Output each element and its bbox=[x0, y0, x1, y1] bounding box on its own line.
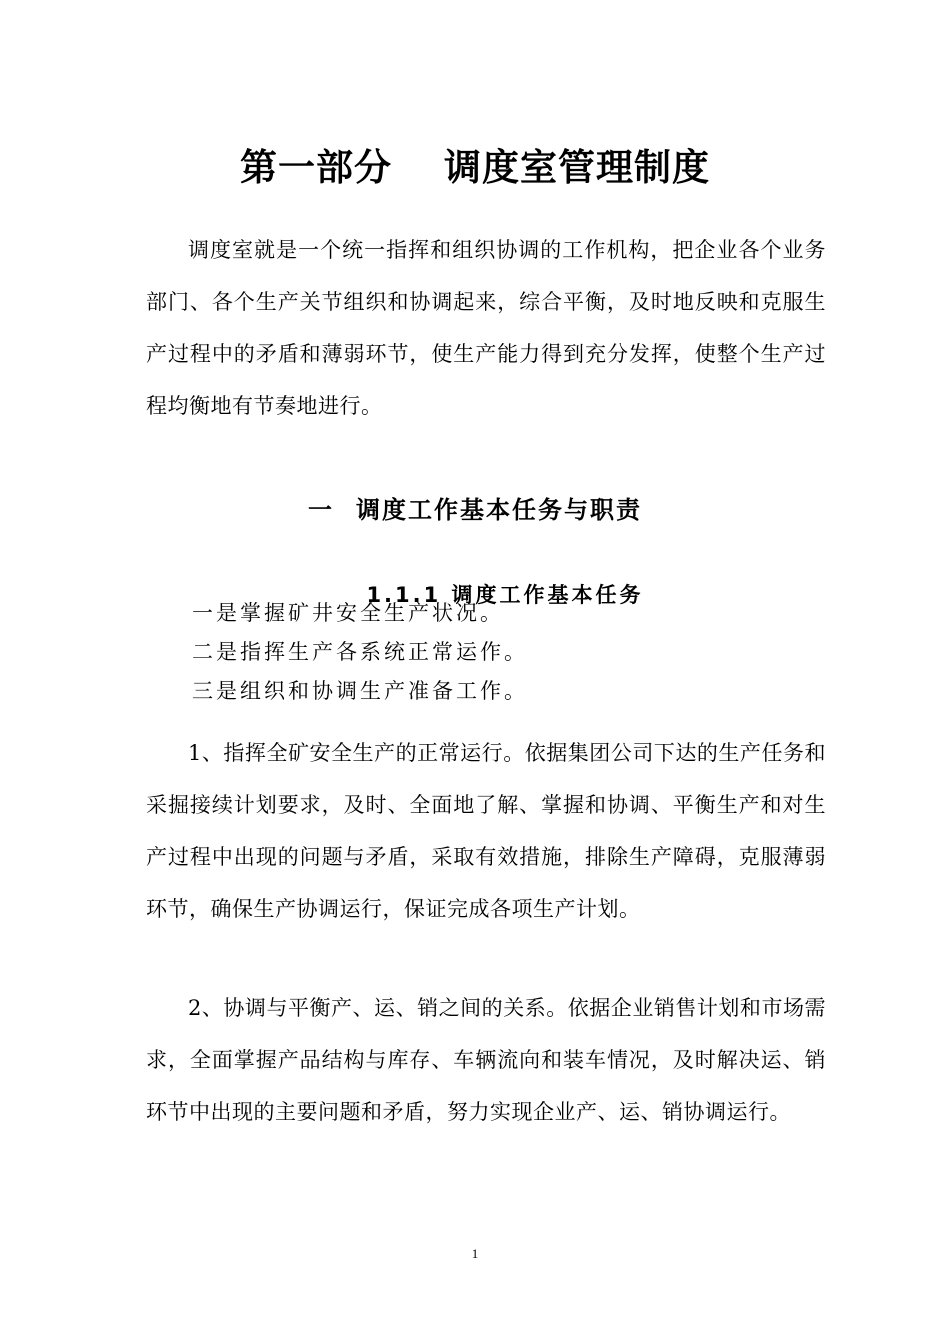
task-item: 三是组织和协调生产准备工作。 bbox=[192, 679, 528, 703]
page-number: 1 bbox=[471, 1246, 479, 1261]
section-heading bbox=[0, 490, 950, 530]
task-item: 二是指挥生产各系统正常运作。 bbox=[192, 640, 528, 664]
page-title-part: 第一部分 bbox=[240, 145, 392, 189]
page-title bbox=[0, 143, 950, 193]
intro-paragraph: 调度室就是一个统一指挥和组织协调的工作机构，把企业各个业务部门、各个生产关节组织和协调起来，综合平衡，及时地反映和克服生产过程中的矛盾和薄弱环节，使生产能力得到充分发挥，使整个生产过程均衡地有节奏地进行。 bbox=[146, 238, 826, 418]
section-title: 调度工作基本任务与职责 bbox=[356, 495, 642, 524]
subsection-title: 调度工作基本任务 bbox=[451, 583, 644, 607]
task-list bbox=[192, 594, 528, 711]
subsection-number: 1.1.1 bbox=[366, 583, 442, 607]
body-paragraph: 2、协调与平衡产、运、销之间的关系。依据企业销售计划和市场需求，全面掌握产品结构与库存、车辆流向和装车情况，及时解决运、销环节中出现的主要问题和矛盾，努力实现企业产、运、销协调运行。 bbox=[146, 996, 826, 1124]
page-title-name: 调度室管理制度 bbox=[444, 145, 710, 189]
section-number: 一 bbox=[308, 495, 334, 524]
body-paragraph: 1、指挥全矿安全生产的正常运行。依据集团公司下达的生产任务和采掘接续计划要求，及时、全面地了解、掌握和协调、平衡生产和对生产过程中出现的问题与矛盾，采取有效措施，排除生产障碍，克服薄弱环节，确保生产协调运行，保证完成各项生产计划。 bbox=[146, 741, 826, 921]
task-item: 一是掌握矿井安全生产状况。 bbox=[192, 601, 504, 625]
